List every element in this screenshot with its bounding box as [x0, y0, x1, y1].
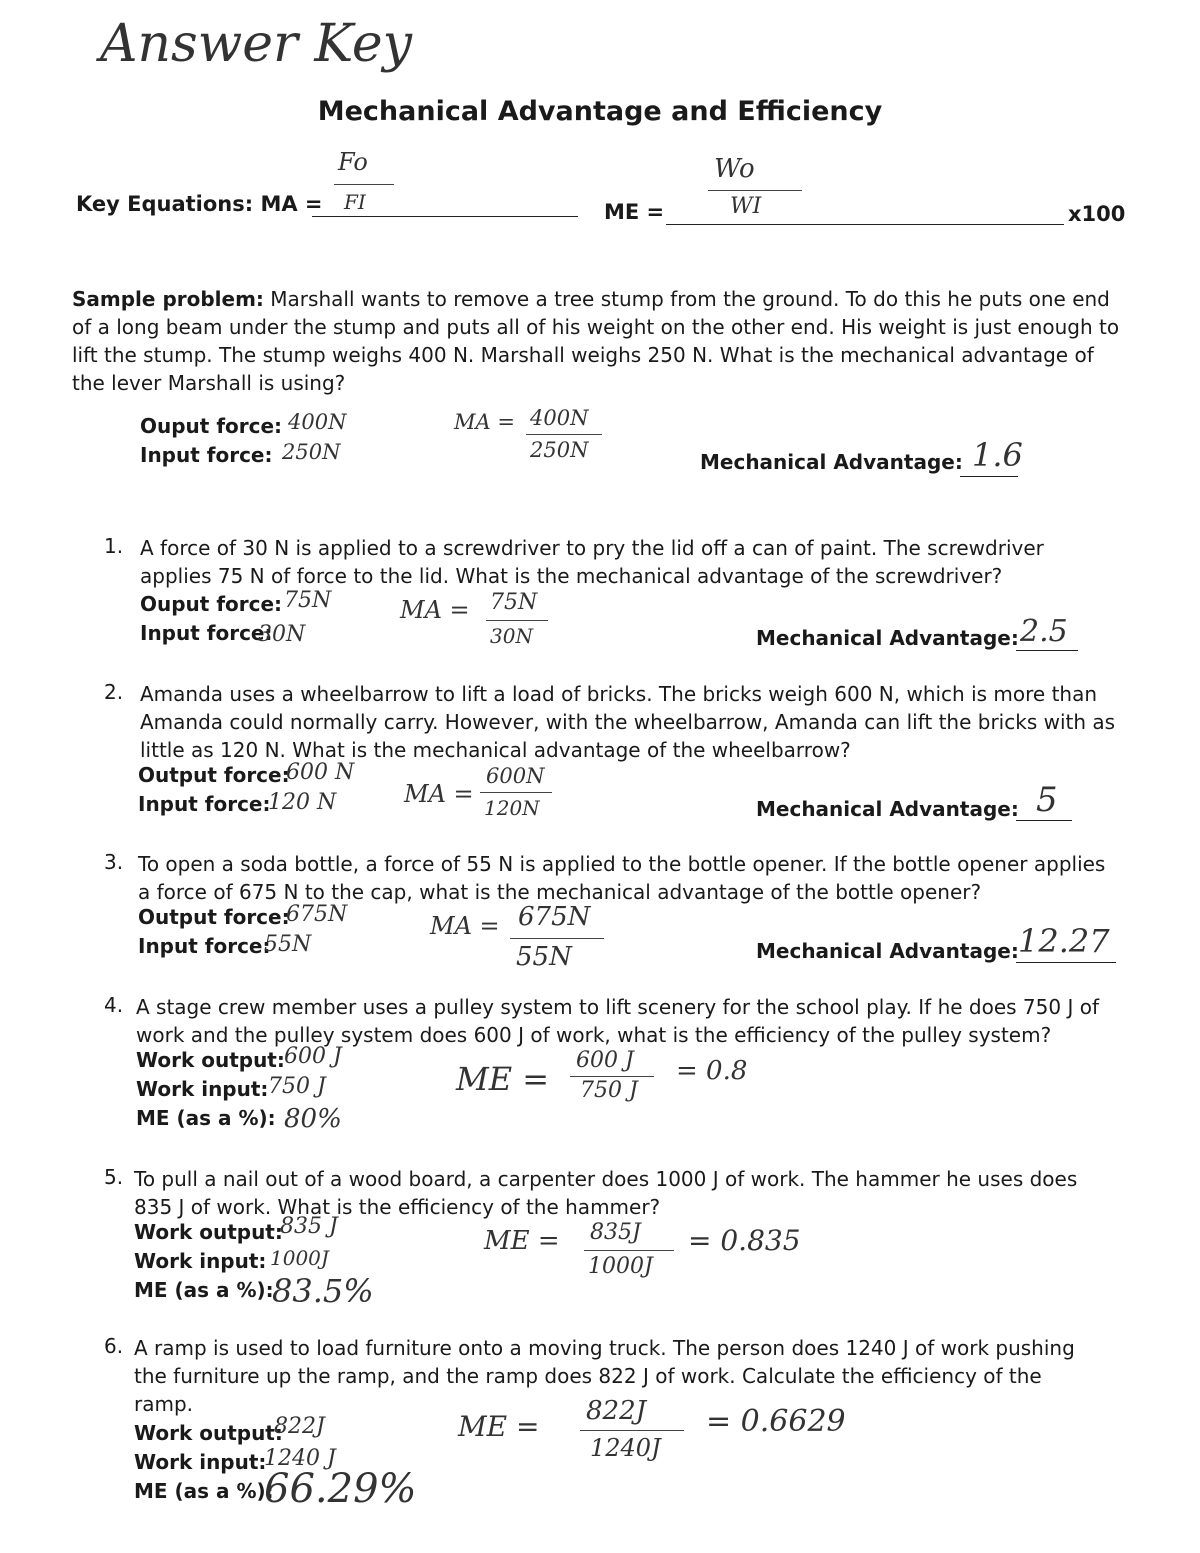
- problem-4-work-numerator: 600 J: [576, 1048, 634, 1073]
- problem-3-output-value: 675N: [286, 902, 348, 927]
- me-eq-denominator: WI: [730, 194, 762, 219]
- problem-4-input-label: Work input:: [136, 1077, 269, 1101]
- problem-4-output-value: 600 J: [284, 1044, 342, 1069]
- problem-5-output-label: Work output:: [134, 1220, 283, 1244]
- problem-4-number: 4.: [104, 993, 124, 1017]
- problem-3-work-prefix: MA =: [430, 912, 500, 940]
- problem-6-pct-value: 66.29%: [264, 1466, 417, 1512]
- problem-5-work-numerator: 835J: [590, 1220, 641, 1245]
- sample-answer-value: 1.6: [972, 436, 1023, 474]
- me-eq-numerator: Wo: [714, 154, 755, 184]
- problem-2-number: 2.: [104, 680, 124, 704]
- problem-5-work-result: = 0.835: [688, 1224, 801, 1257]
- problem-6-input-value: 1240 J: [264, 1446, 336, 1471]
- problem-1-work-fraction-bar: [486, 620, 548, 621]
- problem-3-answer-label: Mechanical Advantage:: [756, 939, 1019, 963]
- problem-3-text: To open a soda bottle, a force of 55 N is applied to the bottle opener. If the bottle opener applies a force of 675 N to the cap, what is the mechanical advantage of the bottle opener?: [138, 852, 1106, 904]
- problem-4-work-result: = 0.8: [676, 1056, 748, 1086]
- problem-1-text: A force of 30 N is applied to a screwdriver to pry the lid off a can of paint. The screwdriver applies 75 N of force to the lid. What is the mechanical advantage of the screwdriver?: [140, 536, 1044, 588]
- problem-4-work-denominator: 750 J: [580, 1078, 638, 1103]
- sample-input-label: Input force:: [140, 443, 273, 467]
- problem-6-work-numerator: 822J: [586, 1396, 647, 1426]
- ma-answer-line: [312, 216, 578, 217]
- problem-4-pct-label: ME (as a %):: [136, 1106, 276, 1130]
- problem-3-work-denominator: 55N: [516, 942, 572, 972]
- problem-6-work-denominator: 1240J: [590, 1434, 661, 1462]
- sample-input-value: 250N: [282, 440, 341, 464]
- problem-2-answer-value: 5: [1036, 780, 1058, 820]
- problem-5-number: 5.: [104, 1165, 124, 1189]
- problem-2-output-value: 600 N: [286, 760, 355, 785]
- problem-4-work-fraction-bar: [570, 1076, 654, 1077]
- problem-1-work-denominator: 30N: [490, 624, 533, 648]
- ma-eq-numerator: Fo: [338, 148, 368, 176]
- sample-work-prefix: MA =: [454, 410, 515, 434]
- problem-3-work-fraction-bar: [510, 938, 604, 939]
- problem-2-answer-line: [1016, 820, 1072, 821]
- problem-5-work-fraction-bar: [584, 1250, 674, 1251]
- problem-5-output-value: 835 J: [280, 1214, 338, 1239]
- problem-6-input-label: Work input:: [134, 1450, 267, 1474]
- problem-3-output-label: Output force:: [138, 905, 290, 929]
- ma-eq-fraction-bar: [334, 184, 394, 185]
- page-title: Mechanical Advantage and Efficiency: [317, 96, 883, 127]
- problem-3-answer-line: [1016, 962, 1116, 963]
- problem-5-work-denominator: 1000J: [588, 1254, 653, 1279]
- problem-1-number: 1.: [104, 534, 124, 558]
- problem-2-work-prefix: MA =: [404, 780, 474, 808]
- sample-problem-text: [72, 285, 1132, 397]
- sample-output-label: Ouput force:: [140, 414, 283, 438]
- problem-5-pct-label: ME (as a %):: [134, 1278, 274, 1302]
- me-answer-line: [666, 224, 1064, 225]
- problem-2-work-numerator: 600N: [486, 764, 545, 788]
- sample-work-numerator: 400N: [530, 406, 589, 430]
- problem-4-input-value: 750 J: [268, 1074, 326, 1099]
- sample-answer-line: [960, 476, 1018, 477]
- sample-problem-label: Sample problem:: [72, 287, 264, 311]
- problem-6-work-fraction-bar: [580, 1430, 684, 1431]
- problem-6-text: A ramp is used to load furniture onto a moving truck. The person does 1240 J of work pushing the furniture up the ramp, and the ramp does 822 J of work. Calculate the efficiency of the ramp.: [134, 1336, 1075, 1416]
- problem-4-pct-value: 80%: [284, 1104, 342, 1134]
- problem-4-text: A stage crew member uses a pulley system to lift scenery for the school play. If he does 750 J of work and the pulley system does 600 J of work, what is the efficiency of the pulley system?: [136, 995, 1099, 1047]
- problem-5-input-value: 1000J: [270, 1246, 329, 1270]
- problem-1-work-prefix: MA =: [400, 596, 470, 624]
- problem-2-work-denominator: 120N: [484, 796, 540, 820]
- problem-1-input-value: 30N: [258, 622, 306, 647]
- problem-5-input-label: Work input:: [134, 1249, 267, 1273]
- problem-3-number: 3.: [104, 850, 124, 874]
- ma-eq-denominator: FI: [344, 190, 366, 214]
- problem-3-input-label: Input force:: [138, 934, 271, 958]
- problem-5-text: To pull a nail out of a wood board, a carpenter does 1000 J of work. The hammer he uses does 835 J of work. What is the efficiency of the hammer?: [134, 1167, 1078, 1219]
- problem-1-answer-label: Mechanical Advantage:: [756, 626, 1019, 650]
- problem-3-answer-value: 12.27: [1018, 922, 1110, 960]
- problem-2-answer-label: Mechanical Advantage:: [756, 797, 1019, 821]
- problem-2-text: Amanda uses a wheelbarrow to lift a load of bricks. The bricks weigh 600 N, which is more than Amanda could normally carry. However, with the wheelbarrow, Amanda can lift the bricks with as little as 120 N. What is the mechanical advantage of the wheelbarrow?: [140, 682, 1116, 762]
- problem-1-output-label: Ouput force:: [140, 592, 283, 616]
- key-equations-label: Key Equations: MA =: [76, 192, 323, 216]
- problem-2-input-value: 120 N: [268, 790, 337, 815]
- problem-1-input-label: Input force:: [140, 621, 273, 645]
- problem-5-work-prefix: ME =: [484, 1226, 560, 1256]
- problem-5-pct-value: 83.5%: [272, 1272, 374, 1310]
- problem-3-input-value: 55N: [264, 932, 312, 957]
- x100-label: x100: [1068, 202, 1126, 226]
- me-eq-label: ME =: [604, 200, 665, 224]
- problem-2-output-label: Output force:: [138, 763, 290, 787]
- sample-answer-label: Mechanical Advantage:: [700, 450, 963, 474]
- problem-1-answer-line: [1016, 650, 1078, 651]
- problem-6-work-prefix: ME =: [458, 1410, 540, 1443]
- problem-6-output-label: Work output:: [134, 1421, 283, 1445]
- sample-work-denominator: 250N: [530, 438, 589, 462]
- problem-2-input-label: Input force:: [138, 792, 271, 816]
- problem-1-output-value: 75N: [284, 588, 332, 613]
- problem-1-work-numerator: 75N: [490, 590, 538, 615]
- problem-6-work-result: = 0.6629: [706, 1404, 846, 1439]
- problem-6-number: 6.: [104, 1334, 124, 1358]
- sample-work-fraction-bar: [526, 434, 602, 435]
- me-eq-fraction-bar: [708, 190, 802, 191]
- sample-problem-body: Marshall wants to remove a tree stump from the ground. To do this he puts one end of a long beam under the stump and puts all of his weight on the other end. His weight is just enough to lift the stump. The stump weighs 400 N. Marshall weighs 250 N. What is the mechanical advantage of the lever Marshall is using?: [72, 287, 1120, 395]
- problem-4-output-label: Work output:: [136, 1048, 285, 1072]
- problem-1-answer-value: 2.5: [1020, 614, 1068, 649]
- problem-4-work-prefix: ME =: [456, 1060, 550, 1098]
- problem-2-work-fraction-bar: [480, 792, 552, 793]
- handwritten-title: Answer Key: [100, 14, 412, 74]
- problem-6-output-value: 822J: [274, 1414, 325, 1439]
- sample-output-value: 400N: [288, 410, 347, 434]
- problem-3-work-numerator: 675N: [518, 902, 591, 932]
- problem-6-pct-label: ME (as a %):: [134, 1479, 274, 1503]
